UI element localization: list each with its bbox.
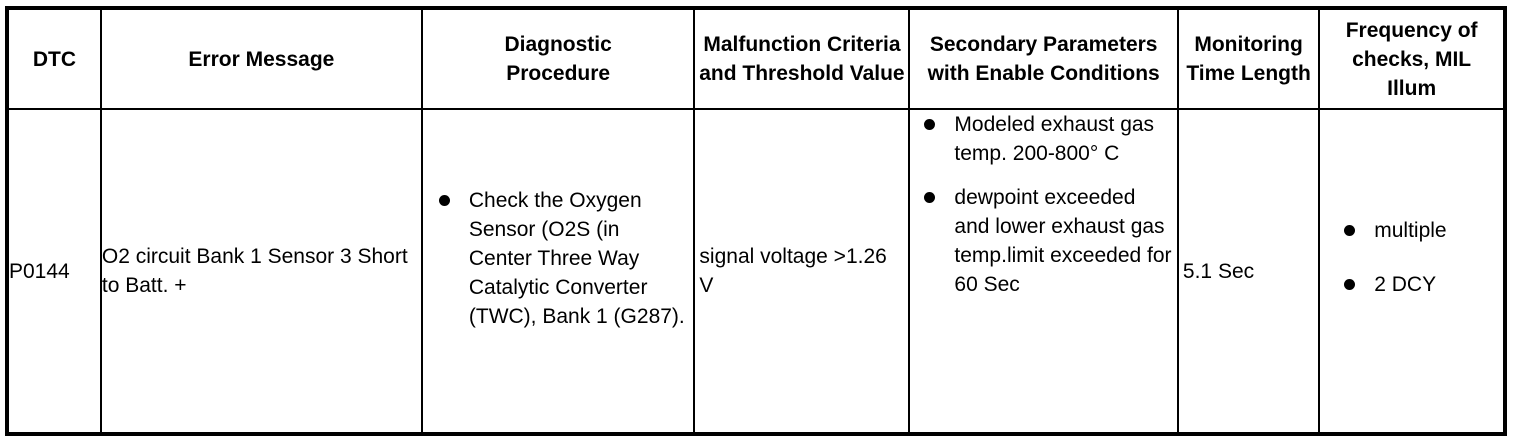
secondary-parameter-text: Modeled exhaust gas temp. 200-800° C [954, 113, 1155, 165]
secondary-parameters-list [910, 110, 1173, 299]
header-monitoring-time: Monitoring Time Length [1178, 8, 1319, 109]
list-item [1320, 270, 1503, 299]
header-diagnostic-procedure: Diagnostic Procedure [422, 8, 695, 109]
dtc-table [5, 6, 1507, 436]
monitoring-time-text: 5.1 Sec [1182, 259, 1255, 283]
list-item [1320, 216, 1503, 245]
header-dtc: DTC [7, 8, 101, 109]
diagnostic-procedure-list [423, 186, 686, 331]
cell-malfunction-criteria [694, 109, 909, 434]
bullet-icon [1344, 279, 1355, 290]
header-error-message: Error Message [101, 8, 422, 109]
table-row [7, 109, 1505, 434]
header-malfunction-criteria: Malfunction Criteria and Threshold Value [694, 8, 909, 109]
header-row [7, 8, 1505, 109]
header-secondary-parameters: Secondary Parameters with Enable Conditions [909, 8, 1178, 109]
header-frequency: Frequency of checks, MIL Illum [1319, 8, 1505, 109]
list-item [910, 110, 1173, 168]
frequency-text: 2 DCY [1374, 272, 1437, 296]
bullet-icon [1344, 225, 1355, 236]
bullet-icon [924, 192, 935, 203]
frequency-text: multiple [1374, 218, 1447, 242]
bullet-icon [439, 195, 450, 206]
list-item [910, 183, 1173, 299]
malfunction-criteria-text: signal voltage >1.26 V [699, 245, 887, 297]
list-item [423, 186, 686, 331]
bullet-icon [924, 119, 935, 130]
cell-dtc: P0144 [7, 109, 101, 434]
cell-error-message: O2 circuit Bank 1 Sensor 3 Short to Batt. + [101, 109, 422, 434]
cell-monitoring-time [1178, 109, 1319, 434]
cell-diagnostic-procedure [422, 109, 695, 434]
cell-secondary-parameters [909, 109, 1178, 434]
frequency-list [1320, 216, 1503, 299]
secondary-parameter-text: dewpoint exceeded and lower exhaust gas temp.limit exceeded for 60 Sec [954, 186, 1172, 296]
cell-frequency [1319, 109, 1505, 434]
diagnostic-procedure-text: Check the Oxygen Sensor (O2S (in Center Three Way Catalytic Converter (TWC), Bank 1 (G287). [468, 188, 685, 328]
